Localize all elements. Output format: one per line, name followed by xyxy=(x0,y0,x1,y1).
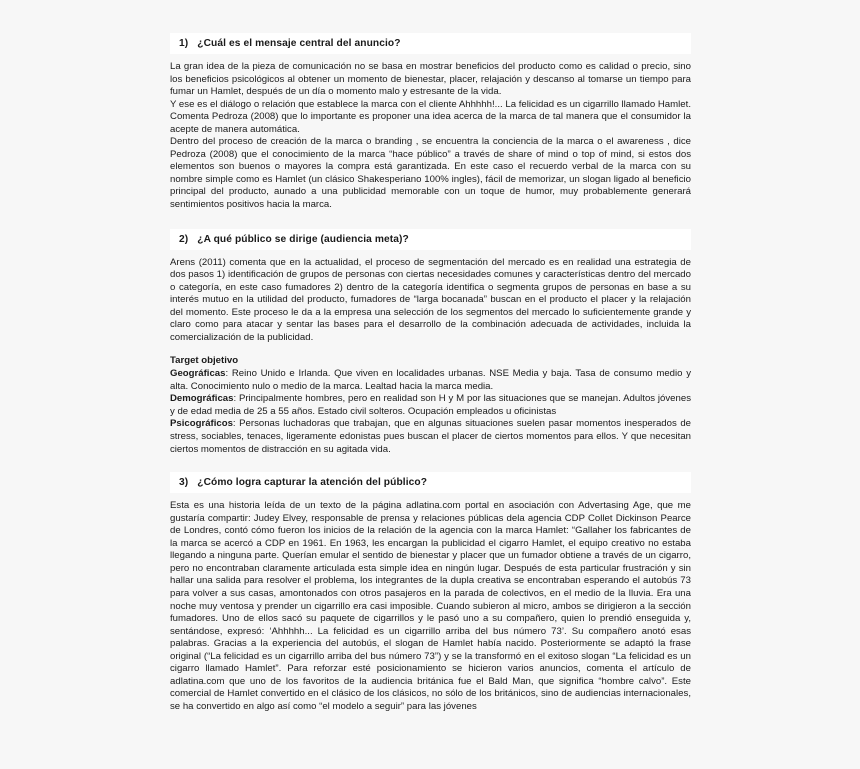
section-heading-text-3: ¿Cómo logra capturar la atención del público? xyxy=(197,477,428,489)
target-separator-geograficas: : xyxy=(225,367,229,379)
section-heading-text-2: ¿A qué público se dirige (audiencia meta)? xyxy=(197,233,409,245)
target-item-demograficas xyxy=(170,393,691,418)
target-item-psicograficos xyxy=(170,418,691,456)
target-text-demograficas: Principalmente hombres, pero en realidad son H y M por las situaciones que se manejan. Adultos jóvenes y de edad media de 25 a 55 años. Estado civil solteros. Ocupación empleados u oficinistas xyxy=(170,393,691,417)
target-label-demograficas: Demográficas xyxy=(170,393,234,405)
section-number-1: 1) xyxy=(179,38,189,49)
section-heading-text-1: ¿Cuál es el mensaje central del anuncio? xyxy=(197,38,401,49)
section-number-2: 2) xyxy=(179,233,189,245)
target-text-geograficas: Reino Unido e Irlanda. Que viven en localidades urbanas. NSE Media y baja. Tasa de consumo medio y alta. Conocimiento nulo o medio de la marca. Lealtad hacia la marca media. xyxy=(170,367,691,392)
target-separator-psicograficos: : xyxy=(232,418,236,430)
section-heading-3 xyxy=(170,472,691,493)
target-item-geograficas xyxy=(170,368,691,393)
section-heading-2 xyxy=(170,229,691,250)
target-objetivo-title: Target objetivo xyxy=(170,355,239,367)
section-2-paragraph-1: Arens (2011) comenta que en la actualidad, el proceso de segmentación del mercado es en realidad una estrategia de dos pasos 1) identificación de grupos de personas con ciertas necesidades comunes y características dentro del mercado o categoría, en este caso fumadores 2) dentro de la categoría identifica o segmenta grupos de personas en base a su interés mutuo en la utilidad del producto, fumadores de “larga bocanada” buscan en el producto el placer y la relajación del momento. Este proceso le da a la empresa una selección de los segmentos del mercado lo suficientemente grande y claro como para atacar y sentar las bases para el desarrollo de la combinación adecuada de actividades, incluida la comercialización de la publicidad. xyxy=(170,256,691,343)
section-gap-2 xyxy=(170,456,691,472)
target-text-psicograficos: Personas luchadoras que trabajan, que en algunas situaciones suelen pasar momentos inesperados de stress, sociables, tenaces, ligeramente edonistas pues buscan el placer de ciertos momentos para ellos. Y que necesitan ciertos momentos de distracción en su agitada vida. xyxy=(170,418,691,455)
section-1-paragraph-3: Dentro del proceso de creación de la marca o branding , se encuentra la conciencia de la marca o el awareness , dice Pedroza (2008) que el conocimiento de la marca “hace público” a través de share of mind o top of mind, si estos dos elementos son buenos o mayores la compra está garantizada. En este caso el recuerdo verbal de la marca con su nombre simple como es Hamlet (un clásico Shakesperiano 100% ingles), fácil de memorizar, un slogan ligado al beneficio principal del producto, aunado a una publicidad memorable con un toque de humor, muy probablemente generará sentimientos positivos hacia la marca. xyxy=(170,136,691,211)
document-body xyxy=(170,33,691,713)
section-number-3: 3) xyxy=(179,477,189,489)
section-1-paragraph-1: La gran idea de la pieza de comunicación no se basa en mostrar beneficios del producto como es calidad o precio, sino los beneficios psicológicos al obtener un momento de bienestar, placer, relajación y descanso al tomarse un tiempo para fumar un Hamlet, después de un día o momento malo y estresante de la vida. xyxy=(170,61,691,98)
section-heading-1 xyxy=(170,33,691,54)
target-separator-demograficas: : xyxy=(233,393,237,405)
section-3-paragraph-1: Esta es una historia leída de un texto de la página adlatina.com portal en asociación con Advertasing Age, que me gustaría compartir: Judey Elvey, responsable de prensa y relaciones públicas dela agencia CDP Collet Dickinson Pearce de Londres, contó cómo fueron los inicios de la relación de la agencia con la marca Hamlet: “Gallaher los fabricantes de la marca se acercó a CDP en 1961. En 1963, les encargan la publicidad el cigarro Hamlet, el equipo creativo no estaba llegando a ninguna parte. Querían emular el sentido de bienestar y placer que un fumador obtiene a través de un cigarro, pero no encontraban claramente articulada esta simple idea en ningún lugar. Después de esta particular frustración y sin hallar una salida para resolver el problema, los integrantes de la dupla creativa se encontraban esperando el autobús 73 para volver a sus casas, amontonados con otros pasajeros en la parada de colectivos, en el medio de la lluvia. Era una noche muy ventosa y prender un cigarrillo era casi imposible. Cuando subieron al micro, ambos se dirigieron a la sección fumadores. Uno de ellos sacó su paquete de cigarrillos y le pasó uno a su compañero, quien lo prendió enseguida y, sentándose, expresó: ‘Ahhhhh... La felicidad es un cigarrillo arriba del bus número 73’. Su compañero anotó esas palabras. Gracias a la experiencia del autobús, el slogan de Hamlet había nacido. Posteriormente se adaptó la frase original (“La felicidad es un cigarrillo arriba del bus número 73”) y se la transformó en el exitoso slogan “La felicidad es un cigarro llamado Hamlet”. Para reforzar esté posicionamiento se hicieron varios anuncios, comenta el artículo de adlatina.com que uno de los favoritos de la audiencia británica fue el Bald Man, que significa “hombre calvo”. Este comercial de Hamlet convertido en el clásico de los clásicos, no sólo de los británicos, sino de audiencias internacionales, se ha convertido en algo así como “el modelo a seguir” para las jóvenes xyxy=(170,500,691,712)
target-label-geograficas: Geográficas xyxy=(170,367,226,379)
section-gap-1 xyxy=(170,212,691,229)
target-gap xyxy=(170,344,691,355)
target-label-psicograficos: Psicográficos xyxy=(170,418,233,430)
section-1-paragraph-2: Y ese es el diálogo o relación que establece la marca con el cliente Ahhhhh!... La felicidad es un cigarrillo llamado Hamlet. Comenta Pedroza (2008) que lo importante es proponer una idea acerca de la marca de tal manera que el consumidor la acepte de manera automática. xyxy=(170,98,691,135)
target-objetivo-block xyxy=(170,355,691,456)
